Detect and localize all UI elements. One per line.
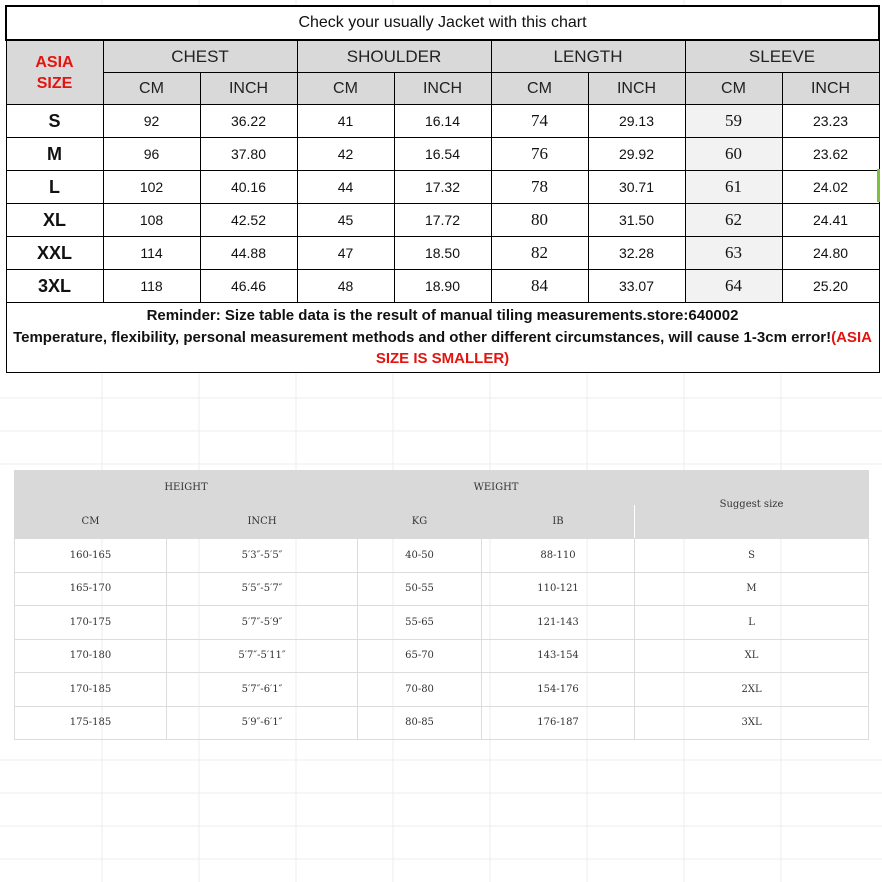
weight-header: WEIGHT [358, 471, 635, 505]
table-cell: 74 [491, 105, 588, 138]
table-cell: 18.50 [394, 237, 491, 270]
table-cell: 5′9″-6′1″ [167, 706, 358, 740]
table-cell: 80 [491, 204, 588, 237]
table-cell: 96 [103, 138, 200, 171]
unit-header: KG [358, 505, 482, 539]
table-cell: 5′7″-6′1″ [167, 673, 358, 707]
table-row [6, 204, 879, 237]
asia-smaller-warning: (ASIA SIZE IS SMALLER) [375, 328, 872, 367]
table-cell: 176-187 [482, 706, 635, 740]
table-cell: 42 [297, 138, 394, 171]
table-cell: 118 [103, 270, 200, 303]
table-cell: 175-185 [15, 706, 167, 740]
table-cell: 50-55 [358, 572, 482, 606]
table-cell: 108 [103, 204, 200, 237]
table-cell: M [635, 572, 869, 606]
table-cell: 25.20 [782, 270, 879, 303]
chest-header: CHEST [103, 40, 297, 73]
size-label: XL [6, 204, 103, 237]
reminder-note [6, 303, 879, 373]
table-cell: 30.71 [588, 171, 685, 204]
table-cell: 42.52 [200, 204, 297, 237]
table-cell: 88-110 [482, 539, 635, 573]
table-cell: 170-185 [15, 673, 167, 707]
table-row [15, 639, 869, 673]
table-cell: 44 [297, 171, 394, 204]
table-cell: 121-143 [482, 606, 635, 640]
table-cell: 165-170 [15, 572, 167, 606]
table-cell: 76 [491, 138, 588, 171]
table-cell: 78 [491, 171, 588, 204]
suggest-size-header: Suggest size [635, 471, 869, 539]
table-cell: 17.72 [394, 204, 491, 237]
jacket-size-table [5, 5, 880, 373]
table-row [15, 572, 869, 606]
table-cell: 82 [491, 237, 588, 270]
size-rows [6, 105, 879, 303]
table-cell: 170-175 [15, 606, 167, 640]
table-cell: 143-154 [482, 639, 635, 673]
table-cell: 18.90 [394, 270, 491, 303]
table-cell: 63 [685, 237, 782, 270]
table-cell: 24.80 [782, 237, 879, 270]
table-cell: 2XL [635, 673, 869, 707]
table-cell: 70-80 [358, 673, 482, 707]
table-cell: 92 [103, 105, 200, 138]
suggest-size-table [14, 470, 869, 740]
table-row [6, 237, 879, 270]
table-cell: 31.50 [588, 204, 685, 237]
table-cell: S [635, 539, 869, 573]
unit-header: CM [685, 73, 782, 105]
table-row [15, 539, 869, 573]
table-cell: 29.92 [588, 138, 685, 171]
table-cell: 59 [685, 105, 782, 138]
table-cell: 61 [685, 171, 782, 204]
table-cell: 36.22 [200, 105, 297, 138]
table-cell: 5′5″-5′7″ [167, 572, 358, 606]
size-label: S [6, 105, 103, 138]
unit-header: CM [297, 73, 394, 105]
asia-size-header: ASIA SIZE [6, 40, 103, 105]
size-label: L [6, 171, 103, 204]
height-header: HEIGHT [15, 471, 358, 505]
table-cell: 62 [685, 204, 782, 237]
size-label: 3XL [6, 270, 103, 303]
table-cell: 44.88 [200, 237, 297, 270]
table-cell: 32.28 [588, 237, 685, 270]
table-cell: 114 [103, 237, 200, 270]
size-label: M [6, 138, 103, 171]
table-row [6, 171, 879, 204]
table-cell: 154-176 [482, 673, 635, 707]
table-cell: 48 [297, 270, 394, 303]
table-cell: 170-180 [15, 639, 167, 673]
table-cell: 65-70 [358, 639, 482, 673]
table-cell: 40.16 [200, 171, 297, 204]
unit-header: INCH [394, 73, 491, 105]
table-cell: 160-165 [15, 539, 167, 573]
table-cell: 110-121 [482, 572, 635, 606]
table-cell: 55-65 [358, 606, 482, 640]
table-cell: 60 [685, 138, 782, 171]
reminder-text: Temperature, flexibility, personal measurement methods and other different circumstances, will cause 1-3cm error! [13, 328, 832, 346]
table-row [6, 270, 879, 303]
table-cell: 5′3″-5′5″ [167, 539, 358, 573]
unit-header: CM [15, 505, 167, 539]
unit-header: INCH [167, 505, 358, 539]
table-cell: 5′7″-5′9″ [167, 606, 358, 640]
unit-header: IB [482, 505, 635, 539]
table-cell: 46.46 [200, 270, 297, 303]
size-label: XXL [6, 237, 103, 270]
table-cell: 84 [491, 270, 588, 303]
length-header: LENGTH [491, 40, 685, 73]
table-cell: 64 [685, 270, 782, 303]
table-cell: 33.07 [588, 270, 685, 303]
table-cell: 16.54 [394, 138, 491, 171]
table-row [15, 706, 869, 740]
sleeve-header: SLEEVE [685, 40, 879, 73]
shoulder-header: SHOULDER [297, 40, 491, 73]
cell-selection-marker [877, 169, 880, 202]
table-cell: XL [635, 639, 869, 673]
suggest-rows [15, 539, 869, 740]
table-cell: 80-85 [358, 706, 482, 740]
unit-header: INCH [588, 73, 685, 105]
table-row [6, 105, 879, 138]
table-cell: 41 [297, 105, 394, 138]
reminder-line-1: Reminder: Size table data is the result of manual tiling measurements.store:640002 [146, 307, 739, 324]
table-cell: 5′7″-5′11″ [167, 639, 358, 673]
table-cell: 23.23 [782, 105, 879, 138]
table-row [6, 138, 879, 171]
unit-header: INCH [782, 73, 879, 105]
table-cell: 37.80 [200, 138, 297, 171]
table-cell: L [635, 606, 869, 640]
table-cell: 40-50 [358, 539, 482, 573]
table-cell: 17.32 [394, 171, 491, 204]
table-cell: 16.14 [394, 105, 491, 138]
table-cell: 24.41 [782, 204, 879, 237]
reminder-line-2 [7, 327, 879, 370]
size-chart-title: Check your usually Jacket with this chart [6, 6, 879, 40]
table-cell: 24.02 [782, 171, 879, 204]
unit-header: INCH [200, 73, 297, 105]
table-cell: 45 [297, 204, 394, 237]
table-row [15, 673, 869, 707]
table-cell: 102 [103, 171, 200, 204]
table-cell: 29.13 [588, 105, 685, 138]
unit-header: CM [103, 73, 200, 105]
unit-header: CM [491, 73, 588, 105]
table-cell: 23.62 [782, 138, 879, 171]
table-cell: 47 [297, 237, 394, 270]
table-row [15, 606, 869, 640]
table-cell: 3XL [635, 706, 869, 740]
